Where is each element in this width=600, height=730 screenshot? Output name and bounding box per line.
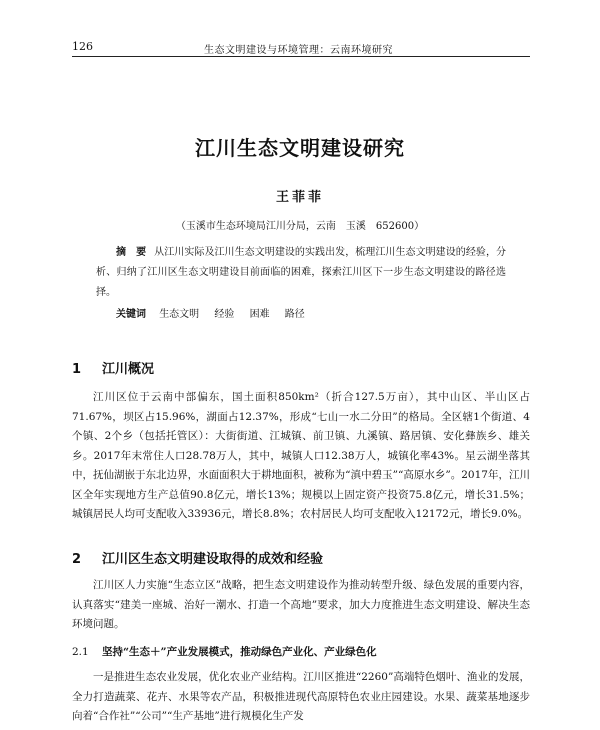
subsection-title: 坚持“生态＋”产业发展模式，推动绿色产业化、产业绿色化 <box>102 646 377 658</box>
section-paragraph: 江川区位于云南中部偏东，国土面积850km²（折合127.5万亩），其中山区、半山区占71.67%，坝区占15.96%，湖面占12.37%，形成“七山一水二分田”的格局。全区辖1个街道、4个镇、2个乡（包括托管区）：大街街道、江城镇、前卫镇、九溪镇、路居镇、安化彝族乡、雄关乡。2017年末常住人口28.78万人，其中，城镇人口12.38万人，城镇化率43%。星云湖坐落其中，抚仙湖嵌于东北边界，水面面积大于耕地面积，被称为“滇中碧玉”“高原水乡”。2017年，江川区全年实现地方生产总值90.8亿元，增长13%；规模以上固定资产投资75.8亿元，增长31.5%；城镇居民人均可支配收入33936元，增长8.8%；农村居民人均可支配收入12172元，增长9.0%。 <box>72 391 530 520</box>
keywords <box>116 305 317 320</box>
section-heading <box>72 358 154 377</box>
subsection-number: 2.1 <box>72 646 89 658</box>
section-title: 江川区生态文明建设取得的成效和经验 <box>102 552 324 567</box>
author-affiliation: （玉溪市生态环境局江川分局，云南 玉溪 652600） <box>175 221 425 232</box>
section-number: 2 <box>72 552 82 567</box>
author-name: 王菲菲 <box>275 190 324 205</box>
abstract <box>96 243 506 303</box>
running-header <box>72 38 530 57</box>
abstract-text: 从江川实际及江川生态文明建设的实践出发，梳理江川生态文明建设的经验，分析、归纳了江川区生态文明建设目前面临的困难，探索江川区下一步生态文明建设的路径选择。 <box>96 247 507 298</box>
section-paragraph: 江川区人力实施“生态立区”战略，把生态文明建设作为推动转型升级、绿色发展的重要内容，认真落实“建美一座城、治好一潮水、打造一个高地”要求，加大力度推进生态文明建设、解决生态环境问题。 <box>72 579 530 630</box>
section-number: 1 <box>72 362 82 377</box>
keyword: 路径 <box>284 309 305 320</box>
journal-name: 生态文明建设与环境管理：云南环境研究 <box>204 45 393 56</box>
keyword: 生态文明 <box>159 309 200 320</box>
page-number: 126 <box>72 40 93 53</box>
section-heading <box>72 548 323 567</box>
keyword: 经验 <box>214 309 235 320</box>
keyword: 困难 <box>249 309 270 320</box>
article-title: 江川生态文明建设研究 <box>195 136 405 160</box>
subsection-paragraph: 一是推进生态农业发展，优化农业产业结构。江川区推进“2260”高端特色烟叶、渔业的发展，全力打造蔬菜、花卉、水果等农产品，积极推进现代高原特色农业庄园建设。水果、蔬菜基地逐步向着“合作社”“公司”“生产基地”进行规模化生产发 <box>72 671 530 722</box>
section-title: 江川概况 <box>102 362 155 377</box>
keywords-label: 关键词 <box>116 309 146 320</box>
subsection-heading <box>72 644 377 659</box>
abstract-label: 摘 要 <box>116 247 147 258</box>
